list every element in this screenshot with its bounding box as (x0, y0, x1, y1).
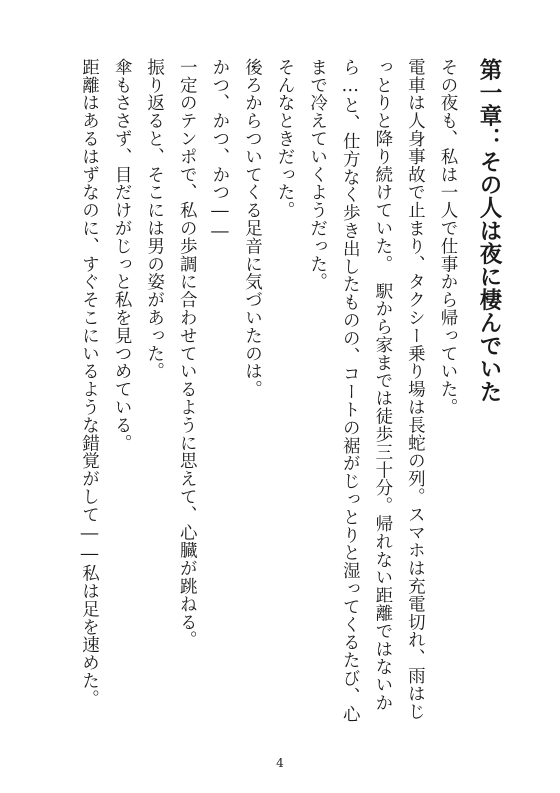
paragraph-2: 電車は人身事故で止まり、タクシー乗り場は長蛇の列。スマホは充電切れ、雨はじっとりと降り続けていた。 駅から家までは徒歩三十分。帰れない距離ではないから…と、仕方なく歩き出したものの、コートの裾がじっとりと湿ってくるたび、心まで冷えていくようだった。 (307, 58, 426, 723)
paragraph-6: 一定のテンポで、私の歩調に合わせているように思えて、心臓が跳ねる。 (177, 58, 198, 649)
paragraph-8: 傘もささず、目だけがじっと私を見つめている。 (112, 58, 133, 452)
paragraph-3: そんなときだった。 (275, 58, 296, 220)
vertical-text-body (44, 58, 504, 728)
page-number: 4 (276, 756, 284, 770)
paragraph-5: かつ、かつ、かつ―― (209, 58, 230, 242)
paragraph-4: 後ろからついてくる足音に気づいたのは。 (242, 58, 263, 399)
paragraph-1: その夜も、私は一人で仕事から帰っていた。 (438, 58, 458, 416)
paragraph-9: 距離はあるはずなのに、すぐそこにいるような錯覚がして――私は足を速めた。 (79, 58, 100, 708)
chapter-title: 第一章：その人は夜に棲んでいた (476, 58, 502, 403)
paragraph-7: 振り返ると、そこには男の姿があった。 (144, 58, 165, 381)
